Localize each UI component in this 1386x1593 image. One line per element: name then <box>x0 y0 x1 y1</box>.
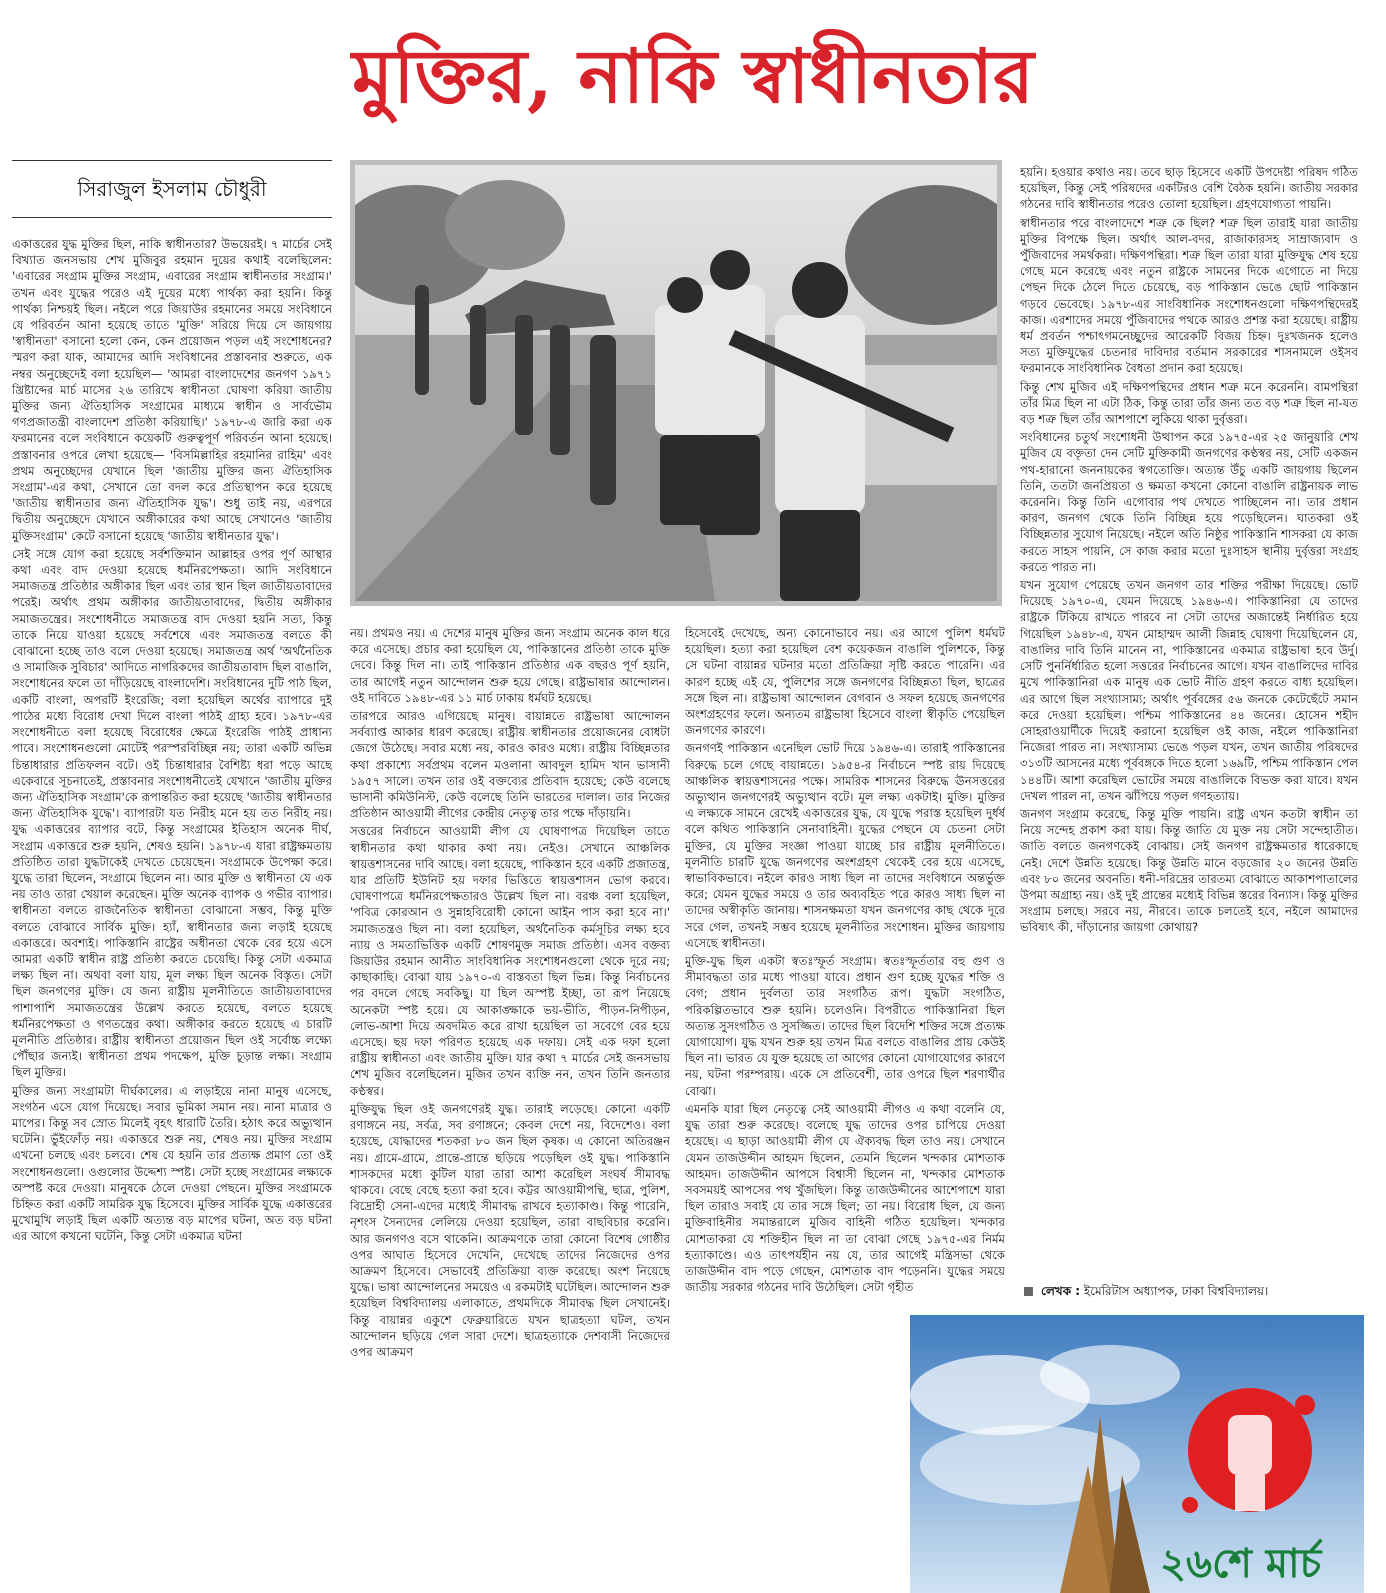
article-column-2 <box>350 625 670 1588</box>
paragraph: সত্তরের নির্বাচনে আওয়ামী লীগ যে ঘোষণাপত্র দিয়েছিল তাতে স্বাধীনতার কথা থাকার কথা নয়। নেইও। সেখানে আঞ্চলিক স্বায়ত্তশাসনের দাবি আছে। বলা হয়েছে, পাকিস্তান হবে একটি প্রজাতন্ত্র, যার প্রতিটি ইউনিট হয় দফার ভিত্তিতে স্বায়ত্তশাসন ভোগ করবে। ঘোষণাপত্রে ধর্মনিরপেক্ষতারও উল্লেখ ছিল না। বরঞ্চ বলা হয়েছিল, 'পবিত্র কোরআন ও সুন্নাহবিরোধী কোনো আইন পাস করা হবে না।' সমাজতন্ত্রও ছিল না। বলা হয়েছিল, অর্থনৈতিক কর্মসূচির লক্ষ্য হবে ন্যায় ও সমতাভিত্তিক একটি শোষণমুক্ত সমাজ প্রতিষ্ঠা। এসব বক্তব্য জিয়াউর রহমান আনীত সাংবিধানিক সংশোধনগুলো থেকে দূরে নয়; কাছাকাছি। বোঝা যায় ১৯৭০-এ বাস্তবতা ছিল ভিন্ন। কিন্তু নির্বাচনের পর বদলে গেছে সবকিছু। যা ছিল অস্পষ্ট ইচ্ছা, তা রূপ নিয়েছে অনেকটা স্পষ্ট হয়ে। যে আকাঙ্ক্ষাকে ভয়-ভীতি, পীড়ন-নিপীড়ন, লোভ-আশা দিয়ে অবদমিত করে রাখা হয়েছিল তা সবেগে বের হয়ে এসেছে। ছয় দফা পরিণত হয়েছে এক দফায়। সেই এক দফা হলো রাষ্ট্রীয় স্বাধীনতা এবং জাতীয় মুক্তি। যার কথা ৭ মার্চের সেই জনসভায় শেখ মুজিব বলেছিলেন। মুজিব তখন ব্যক্তি নন, তখন তিনি জনতার কণ্ঠস্বর। <box>350 824 670 1098</box>
paragraph: জনগণ সংগ্রাম করেছে, কিন্তু মুক্তি পায়নি। রাষ্ট্র এখন কতটা স্বাধীন তা নিয়ে সন্দেহ প্রকাশ করা যায়। কিন্তু জাতি যে মুক্ত নয় সেটা সন্দেহাতীত। জাতি বলতে জনগণকেই বোঝায়। সেই জনগণ রাষ্ট্রক্ষমতার ধারেকাছে নেই। দেশে উন্নতি হয়েছে। কিন্তু উন্নতি মানে বড়জোর ২০ জনের উন্নতি এবং ৮০ জনের অবনতি। ধনী-দরিদ্রের তারতম্য বোঝাতে আকাশপাতালের উপমা অগ্রাহ্য নয়। ওই দুই প্রান্তের মধ্যেই বিভিন্ন স্তরের বিন্যাস। কিন্তু মুক্তির সংগ্রাম চলছে। সরবে নয়, নীরবে। তাকে চলতেই হবে, নইলে আমাদের ভবিষ্যৎ কী, দাঁড়ানোর জায়গা কোথায়? <box>1020 806 1358 935</box>
paragraph: মুক্তিযুদ্ধ ছিল ওই জনগণেরই যুদ্ধ। তারাই লড়েছে। কোনো একটি রণাঙ্গনে নয়, সর্বত্র, সব রণাঙ্গনে; কেবল দেশে নয়, বিদেশেও। বলা হয়েছে, যোদ্ধাদের শতকরা ৮০ জন ছিল কৃষক। এ কোনো অতিরঞ্জন নয়। গ্রামে-গ্রামে, প্রান্তে-প্রান্তে ছড়িয়ে পড়েছিল ওই যুদ্ধ। পাকিস্তানি শাসকদের মধ্যে কুটিল যারা তারা আশা করেছিল সংঘর্ষ সীমাবদ্ধ থাকবে। বেছে বেছে হত্যা করা হবে। কট্টর আওয়ামীপন্থি, ছাত্র, পুলিশ, বিদ্রোহী সেনা-এদের মধ্যেই সীমাবদ্ধ রাখবে হত্যাকাণ্ড। কিন্তু পারেনি, নৃশংস সৈন্যদের লেলিয়ে দেওয়া হয়েছিল, তারা বাছবিচার করেনি। আর জনগণও বসে থাকেনি। আক্রমণকে তারা কোনো বিশেষ গোষ্ঠীর ওপর আঘাত হিসেবে দেখেনি, দেখেছে তাদের নিজেদের ওপর আক্রমণ হিসেবে। সেভাবেই প্রতিক্রিয়া ব্যক্ত করেছে। অংশ নিয়েছে যুদ্ধে। ভাষা আন্দোলনের সময়েও এ রকমটাই ঘটেছিল। আন্দোলন শুরু হয়েছিল বিশ্ববিদ্যালয় এলাকাতে, প্রথমদিকে সীমাবদ্ধ ছিল সেখানেই। কিন্তু বায়ান্নর একুশে ফেব্রুয়ারিতে যখন ছাত্রহত্যা ঘটল, তখন আন্দোলন ছড়িয়ে গেল সারা দেশে। ছাত্রহত্যাকে দেশবাসী নিজেদের ওপর আক্রমণ <box>350 1101 670 1359</box>
paragraph: কিন্তু শেখ মুজিব এই দক্ষিণপন্থিদের প্রধান শত্রু মনে করেননি। বামপন্থিরা তাঁর মিত্র ছিল না এটা ঠিক, কিন্তু তারা তাঁর জন্য তত বড় শত্রু ছিল না-যত বড় শত্রু ছিল তাঁর আশপাশে লুকিয়ে থাকা দুর্বৃত্তরা। <box>1020 379 1358 427</box>
paragraph: মুক্তি-যুদ্ধ ছিল একটা স্বতঃস্ফূর্ত সংগ্রাম। স্বতঃস্ফূর্ততার বহু গুণ ও সীমাবদ্ধতা তার মধ্যে পাওয়া যাবে। প্রধান গুণ হচ্ছে যুদ্ধের শক্তি ও বেগ; প্রধান দুর্বলতা তার সংগঠিত রূপ। যুদ্ধটা সংগঠিত, পরিকল্পিতভাবে শুরু হয়নি। চলেওনি। বিপরীতে পাকিস্তানিরা ছিল অত্যন্ত সুসংগঠিত ও সুসজ্জিত। তাদের ছিল বিদেশি শক্তির সঙ্গে প্রত্যক্ষ যোগাযোগ। যুদ্ধ যখন শুরু হয় তখন মিত্র বলতে বাঙালির প্রায় কেউই ছিল না। ভারত যে যুক্ত হয়েছে তা আগের কোনো যোগাযোগের কারণে নয়, ঘটনা পরম্পরায়। একে সে প্রতিবেশী, তার ওপরে ছিল শরণার্থীর বোঝা। <box>685 954 1005 1098</box>
poster-label: ২৬শে মার্চ <box>1160 1540 1322 1587</box>
paragraph: হিসেবেই দেখেছে, অন্য কোনোভাবে নয়। এর আগে পুলিশ ধর্মঘট হয়েছিল। হত্যা করা হয়েছিল বেশ কয়েকজন বাঙালি পুলিশকে, কিন্তু সে ঘটনা বায়ান্নর ঘটনার মতো প্রতিক্রিয়া সৃষ্টি করতে পারেনি। এর কারণ হচ্ছে এই যে, পুলিশের সঙ্গে জনগণের বিচ্ছিন্নতা ছিল, ছাত্রের সঙ্গে ছিল না। রাষ্ট্রভাষা আন্দোলন বেগবান ও সফল হয়েছে জনগণের অংশগ্রহণের ফলে। অন্যতম রাষ্ট্রভাষা হিসেবে বাংলা স্বীকৃতি পেয়েছিল জনগণের কারণে। <box>685 626 1005 738</box>
independence-day-poster <box>910 1315 1364 1593</box>
memorial-illustration <box>910 1315 1364 1593</box>
paragraph: জনগণই পাকিস্তান এনেছিল ভোট দিয়ে ১৯৪৬-এ। তারাই পাকিস্তানের বিরুদ্ধে চলে গেছে বায়ান্নতে। ১৯৫৪-র নির্বাচনে স্পষ্ট রায় দিয়েছে আঞ্চলিক স্বায়ত্তশাসনের পক্ষে। সামরিক শাসনের বিরুদ্ধে ঊনসত্তরের অভ্যুত্থান জনগণেরই অভ্যুত্থান বটে। মূল লক্ষ্য একটাই। মুক্তি। মুক্তির এ লক্ষ্যকে সামনে রেখেই একাত্তরের যুদ্ধ, যে যুদ্ধে পরাস্ত হয়েছিল দুর্ধর্ষ বলে কথিত পাকিস্তানি সেনাবাহিনী। যুদ্ধের পেছনে যে চেতনা সেটা মুক্তির, যে মুক্তির সংজ্ঞা পাওয়া যাচ্ছে চার রাষ্ট্রীয় মূলনীতিতে। মূলনীতি চারটি যুদ্ধে জনগণের অংশগ্রহণ থেকেই বের হয়ে এসেছে, স্বাভাবিকভাবে। নইলে কারও সাধ্য ছিল না তাদের সংবিধানে অন্তর্ভুক্ত করে; যেমন যুদ্ধের সময়ে ও তার অব্যবহিত পরে কারও সাধ্য ছিল না তাদের অস্বীকৃতি জানায়। শাসনক্ষমতা যখন জনগণের কাছ থেকে দূরে সরে গেল, তখনই সম্ভব হয়েছে মূলনীতির সংশোধন। মুক্তির জায়গায় এসেছে স্বাধীনতা। <box>685 741 1005 950</box>
headline: মুক্তির, নাকি স্বাধীনতার <box>352 34 1034 120</box>
paragraph: হয়নি। হওয়ার কথাও নয়। তবে ছাড় হিসেবে একটি উপদেষ্টা পরিষদ গঠিত হয়েছিল, কিন্তু সেই পরিষদের একটিরও বেশি বৈঠক হয়নি। জাতীয় সরকার গঠনের দাবি স্বাধীনতার পরেও তোলা হয়েছিল। গ্রহণযোগ্যতা পায়নি। <box>1020 165 1358 212</box>
paragraph: তারপরে আরও এগিয়েছে মানুষ। বায়ান্নতে রাষ্ট্রভাষা আন্দোলন সর্বব্যাপ্ত আকার ধারণ করেছে। রাষ্ট্রীয় স্বাধীনতার প্রয়োজনের বোধটা জেগে উঠেছে। সবার মধ্যে নয়, কারও কারও মধ্যে। রাষ্ট্রীয় বিচ্ছিন্নতার কথা প্রকাশ্যে সর্বপ্রথম বলেন মওলানা আবদুল হামিদ খান ভাসানী ১৯৫৭ সালে। তখন তার ওই বক্তব্যের প্রতিবাদ হয়েছে; কেউ বলেছে ভাসানী কমিউনিস্ট, কেউ বলেছে তিনি ভারতের দালাল। তার নিজের প্রতিষ্ঠান আওয়ামী লীগের কেন্দ্রীয় নেতৃত্ব তার পক্ষে দাঁড়ায়নি। <box>350 709 670 821</box>
paragraph: নয়। প্রথমও নয়। এ দেশের মানুষ মুক্তির জন্য সংগ্রাম অনেক কাল ধরে করে এসেছে। প্রচার করা হয়েছিল যে, পাকিস্তানের প্রতিষ্ঠা তাকে মুক্তি দেবে। কিন্তু দিল না। তাই পাকিস্তান প্রতিষ্ঠার এক বছরও পূর্ণ হয়নি, তার আগেই নতুন আন্দোলন শুরু হয়ে গেছে। রাষ্ট্রভাষার আন্দোলন। ওই দাবিতে ১৯৪৮-এর ১১ মার্চ ঢাকায় ধর্মঘট হয়েছে। <box>350 626 670 705</box>
paragraph: এমনকি যারা ছিল নেতৃত্বে সেই আওয়ামী লীগও এ কথা বলেনি যে, যুদ্ধ তারা শুরু করেছে। বলেছে যুদ্ধ তাদের ওপর চাপিয়ে দেওয়া হয়েছে। এ ছাড়া আওয়ামী লীগ যে ঐক্যবদ্ধ ছিল তাও নয়। সেখানে যেমন তাজউদ্দীন আহমদ ছিলেন, তেমনি ছিলেন খন্দকার মোশতাক আহমদ। তাজউদ্দীন আপসে বিশ্বাসী ছিলেন না, খন্দকার মোশতাক সবসময়ই আপসের পথ খুঁজছিল। কিন্তু তাজউদ্দীনের আশেপাশে যারা ছিল তারাও সবাই যে তার সঙ্গে ছিল; তা নয়। বিরোধ ছিল, যে জন্য মুক্তিবাহিনীর সমান্তরালে মুজিব বাহিনী গঠিত হয়েছিল। খন্দকার মোশতাকরা যে শক্তিহীন ছিল না তা বোঝা গেছে ১৯৭৫-এর নির্মম হত্যাকাণ্ডে। এও তাৎপর্যহীন নয় যে, তার আগেই মন্ত্রিসভা থেকে তাজউদ্দীন বাদ পড়ে গেছেন, মোশতাক বাদ পড়েননি। যুদ্ধের সময়ে জাতীয় সরকার গঠনের দাবি উঠেছিল। সেটা গৃহীত <box>685 1101 1005 1295</box>
paragraph: সংবিধানের চতুর্থ সংশোধনী উত্থাপন করে ১৯৭৫-এর ২৫ জানুয়ারি শেখ মুজিব যে বক্তৃতা দেন সেটি মুক্তিকামী জনগণের কণ্ঠস্বর নয়, সেটি একজন পথ-হারানো জননায়কের স্বগতোক্তি। অত্যন্ত উঁচু একটি জায়গায় ছিলেন তিনি, ততটা জনপ্রিয়তা ও ক্ষমতা কখনো কোনো বাঙালি রাষ্ট্রনায়ক লাভ করেননি। কিন্তু তিনি এগোবার পথ দেখতে পাচ্ছিলেন না। তার প্রধান কারণ, জনগণ থেকে তিনি বিচ্ছিন্ন হয়ে পড়েছিলেন। ঘাতকরা ওই বিচ্ছিন্নতার সুযোগ নিয়েছে। নইলে অতি নিষ্ঠুর পাকিস্তানি শাসকরা যে কাজ করতে সাহস পায়নি, সে কাজ করার মতো দুঃসাহস স্থানীয় দুর্বৃত্তরা সংগ্রহ করতে পারত না। <box>1020 430 1358 574</box>
author-note-label: লেখক : <box>1041 1284 1081 1298</box>
paragraph: মুক্তির জন্য সংগ্রামটা দীর্ঘকালের। এ লড়াইয়ে নানা মানুষ এসেছে, সংগঠন এসে যোগ দিয়েছে। সবার ভূমিকা সমান নয়। নানা মাত্রার ও মাপের। কিন্তু সব স্রোত মিলেই বৃহৎ ধারাটি তৈরি। হঠাৎ করে অভ্যুত্থান ঘটেনি। ভুঁইফোঁড় নয়। একাত্তরে শুরু নয়, শেষও নয়। মুক্তির সংগ্রাম এখনো চলছে এবং চলবে। শেষ যে হয়নি তার প্রত্যক্ষ প্রমাণ তো ওই সংশোধনগুলো। ওগুলোর উদ্দেশ্য স্পষ্ট। সেটা হচ্ছে সংগ্রামের লক্ষ্যকে অস্পষ্ট করে দেওয়া। মানুষকে ঠেলে দেওয়া পেছনে। মুক্তির সংগ্রামকে চিহ্নিত করা একটি সামরিক যুদ্ধ হিসেবে। মুক্তির সার্বিক যুদ্ধে একাত্তরের মুখোমুখি লড়াই ছিল একটি অত্যন্ত বড় মাপের ঘটনা, অত বড় ঘটনা এর আগে কখনো ঘটেনি, কিন্তু সেটা একমাত্র ঘটনা <box>12 1083 332 1244</box>
paragraph: স্বাধীনতার পরে বাংলাদেশে শত্রু কে ছিল? শত্রু ছিল তারাই যারা জাতীয় মুক্তির বিপক্ষে ছিল। অর্থাৎ আল-বদর, রাজাকারসহ সাম্রাজ্যবাদ ও পুঁজিবাদের সমর্থকরা। দক্ষিণপন্থিরা। শত্রু ছিল তারা যারা মুক্তিযুদ্ধ শেষ হয়ে গেছে মনে করেছে এবং নতুন রাষ্ট্রকে সামনের দিকে এগোতে না দিয়ে পেছন দিকে ঠেলে দিতে চেয়েছে, বড় পাকিস্তান ভেঙে ছোট পাকিস্তান গড়বে ভেবেছে। ১৯৭৮-এর সাংবিধানিক সংশোধনগুলো দক্ষিণপন্থিদেরই কাজ। এরশাদের সময়ে পুঁজিবাদের পথকে আরও প্রশস্ত করা হয়েছে। রাষ্ট্রীয় ধর্ম প্রবর্তন পশ্চাৎগমনেচ্ছুদের আরেকটি বিজয় চিহ্ন। দুঃখজনক হলেও সত্য মুক্তিযুদ্ধের চেতনার দাবিদার বর্তমান সরকারের শাসনামলে ওইসব ফরমানকে সাংবিধানিক বৈধতা প্রদান করা হয়েছে। <box>1020 215 1358 376</box>
article-column-1 <box>12 236 332 1588</box>
byline: সিরাজুল ইসলাম চৌধুরী <box>77 177 267 201</box>
paragraph: সেই সঙ্গে যোগ করা হয়েছে সর্বশক্তিমান আল্লাহর ওপর পূর্ণ আস্থার কথা এবং বাদ দেওয়া হয়েছে ধর্মনিরপেক্ষতা। আদি সংবিধানে সমাজতন্ত্র প্রতিষ্ঠার অঙ্গীকার ছিল এবং তার স্থান ছিল জাতীয়তাবাদের পরেই। অর্থাৎ প্রথম অঙ্গীকার জাতীয়তাবাদের, দ্বিতীয় অঙ্গীকার সমাজতন্ত্রের। সংশোধনীতে সমাজতন্ত্র বাদ দেওয়া হয়নি সত্য, কিন্তু তাকে নিয়ে যাওয়া হয়েছে সর্বশেষে এবং সমাজতন্ত্র বলতে কী বোঝানো হচ্ছে তাও বলে দেওয়া হয়েছে। সমাজতন্ত্র অর্থ 'অর্থনৈতিক ও সামাজিক সুবিচার' আদিতে নাগরিকদের জাতীয়তাবাদ ছিল বাঙালি, সংশোধনের ফলে তা দাঁড়িয়েছে বাংলাদেশি। সংবিধানের দুটি পাঠ ছিল, একটি বাংলা, অপরটি ইংরেজি; বলা হয়েছিল অর্থের ব্যাপারে দুই পাঠের মধ্যে বিরোধ দেখা দিলে বাংলা পাঠই গ্রাহ্য হবে। ১৯৭৮-এর সংশোধনীতে বলা হয়েছে বিরোধের ক্ষেত্রে ইংরেজি পাঠই প্রাধান্য পাবে। সংশোধনগুলো মোটেই পরস্পরবিচ্ছিন্ন নয়; তারা একটি অভিন্ন চিন্তাধারার প্রতিফলন বটে। ওই চিন্তাধারার বৈশিষ্ট্য ধরা পড়ে আছে একেবারে সূচনাতেই, প্রস্তাবনার সংশোধনীতেই যেখানে 'জাতীয় মুক্তির জন্য ঐতিহাসিক সংগ্রাম'কে রূপান্তরিত করা হয়েছে 'জাতীয় স্বাধীনতার জন্য ঐতিহাসিক যুদ্ধে'। ব্যাপারটা যত নিরীহ মনে হয় তত নিরীহ নয়। যুদ্ধ একাত্তরের ব্যাপার বটে, কিন্তু সংগ্রামের ইতিহাস অনেক দীর্ঘ, সংগ্রাম একাত্তরে শুরু হয়নি, শেষও হয়নি। ১৯৭৮-এ যারা রাষ্ট্রক্ষমতায় প্রতিষ্ঠিত তারা যুদ্ধটাকেই দেখতে চেয়েছেন। সংগ্রামকে উপেক্ষা করে। যুদ্ধে তারা ছিলেন, সংগ্রামে ছিলেন না। আর মুক্তি ও স্বাধীনতা যে এক নয় তাও তারা খেয়াল করেছেন। মুক্তি অনেক ব্যাপক ও গভীর ব্যাপার। স্বাধীনতা বলতে রাজনৈতিক স্বাধীনতা বোঝানো সম্ভব, কিন্তু মুক্তি বলতে বোঝাবে সার্বিক মুক্তি। হ্যাঁ, স্বাধীনতার জন্য লড়াই হয়েছে একাত্তরে। অবশ্যই। পাকিস্তানি রাষ্ট্রের অধীনতা থেকে বের হয়ে এসে আমরা একটি স্বাধীন রাষ্ট্র প্রতিষ্ঠা করতে চেয়েছি। কিন্তু সেটা একমাত্র লক্ষ্য ছিল না। অথবা বলা যায়, মূল লক্ষ্য ছিল অনেক বিস্তৃত। সেটা ছিল জনগণের মুক্তি। যে জন্য রাষ্ট্রীয় মূলনীতিতে জাতীয়তাবাদের পাশাপাশি সমাজতন্ত্রের উল্লেখ করতে হয়েছে, বলতে হয়েছে ধর্মনিরপেক্ষতা ও গণতন্ত্রের কথা। অঙ্গীকার করতে হয়েছে এ চারটি মূলনীতি প্রতিষ্ঠার। রাষ্ট্রীয় স্বাধীনতা প্রয়োজন ছিল ওই সর্বোচ্চ লক্ষ্যে পৌঁছার জন্যই। স্বাধীনতা প্রথম পদক্ষেপ, মুক্তি চূড়ান্ত লক্ষ্য। সংগ্রাম ছিল মুক্তির। <box>12 546 332 1080</box>
author-note <box>1024 1282 1358 1300</box>
square-bullet-icon <box>1024 1287 1033 1296</box>
author-note-text: ইমেরিটাস অধ্যাপক, ঢাকা বিশ্ববিদ্যালয়। <box>1083 1284 1269 1298</box>
news-photo <box>350 160 1002 606</box>
paragraph: একাত্তরের যুদ্ধ মুক্তির ছিল, নাকি স্বাধীনতার? উভয়েরই। ৭ মার্চের সেই বিখ্যাত জনসভায় শেখ মুজিবুর রহমান দুয়ের কথাই বলেছিলেন: 'এবারের সংগ্রাম মুক্তির সংগ্রাম, এবারের সংগ্রাম স্বাধীনতার সংগ্রাম।' তখন এবং যুদ্ধের পরেও এই দুয়ের মধ্যে পার্থক্য করা হয়নি। কিন্তু পার্থক্য নিশ্চয়ই ছিল। নইলে পরে জিয়াউর রহমানের সময়ে সংবিধানে যে পরিবর্তন আনা হয়েছে তাতে 'মুক্তি' সরিয়ে দিয়ে সে জায়গায় 'স্বাধীনতা' বসানো হলো কেন, কেন প্রয়োজন পড়ল এই সংশোধনের? স্মরণ করা যাক, আমাদের আদি সংবিধানের প্রস্তাবনার শুরুতে, এক নম্বর অনুচ্ছেদেই বলা হয়েছিল— 'আমরা বাংলাদেশের জনগণ ১৯৭১ খ্রিষ্টাব্দের মার্চ মাসের ২৬ তারিখে স্বাধীনতা ঘোষণা করিয়া জাতীয় মুক্তির জন্য ঐতিহাসিক সংগ্রামের মাধ্যমে স্বাধীন ও সার্বভৌম গণপ্রজাতন্ত্রী বাংলাদেশ প্রতিষ্ঠা করিয়াছি।' ১৯৭৮-এ জারি করা এক ফরমানের বলে সংবিধানে কয়েকটি গুরুত্বপূর্ণ পরিবর্তন আনা হয়েছে। প্রস্তাবনার ওপরে লেখা হয়েছে— 'বিসমিল্লাহির রহমানির রাহিম' এবং প্রথম অনুচ্ছেদের যেখানে ছিল 'জাতীয় মুক্তির জন্য ঐতিহাসিক সংগ্রাম'-এর কথা, সেখানে তো বদল করে প্রতিস্থাপন করে হয়েছে 'জাতীয় স্বাধীনতার জন্য ঐতিহাসিক যুদ্ধ'। শুধু তাই নয়, এরপরে দ্বিতীয় অনুচ্ছেদে যেখানে অঙ্গীকারের কথা আছে সেখানেও 'জাতীয় মুক্তিসংগ্রাম' কেটে বসানো হয়েছে 'জাতীয় স্বাধীনতার যুদ্ধ'। <box>12 237 332 543</box>
freedom-fighters-photo <box>355 165 997 601</box>
byline-box <box>12 160 332 218</box>
paragraph: যখন সুযোগ পেয়েছে তখন জনগণ তার শক্তির পরীক্ষা দিয়েছে। ভোট দিয়েছে ১৯৭০-এ, যেমন দিয়েছে ১৯৪৬-এ। পাকিস্তানিরা যে তাদের রাষ্ট্রকে টিকিয়ে রাখতে পারবে না সেটা তাদের অজান্তেই নির্ধারিত হয়ে গিয়েছিল ১৯৪৮-এ, যখন মোহাম্মদ আলী জিন্নাহ ঘোষণা দিয়েছিলেন যে, বাঙালির দাবি তিনি মানেন না, পাকিস্তানের একমাত্র রাষ্ট্রভাষা হবে উর্দু। সেটি পুনর্নির্ধারিত হলো সত্তরের নির্বাচনের আগে। যখন বাঙালিদের দাবির মুখে পাকিস্তানিরা এক মানুষ এক ভোট নীতি গ্রহণ করতে বাধ্য হয়েছিল। এর আগে ছিল সংখ্যাসাম্য; অর্থাৎ পূর্ববঙ্গের ৫৬ জনকে কেটেছেঁটে সমান করে দেওয়া হয়েছিল। পশ্চিম পাকিস্তানের ৪৪ জনের। হোসেন শহীদ সোহরাওয়ার্দীকে দিয়েই করানো হয়েছিল ওই কাজ, নইলে পাকিস্তানিরা নিজেরা পারত না। সংখ্যাসাম্য ভেঙে পড়ল যখন, তখন জাতীয় পরিষদের ৩১৩টি আসনের মধ্যে পূর্ববঙ্গকে দিতে হলো ১৬৯টি, পশ্চিম পাকিস্তান পেল ১৪৪টি। আশা করেছিল ভোটের সময়ে বাঙালিকে বিভক্ত করা যাবে। যখন দেখল পারল না, তখন ঝাঁপিয়ে পড়ল গণহত্যায়। <box>1020 578 1358 803</box>
